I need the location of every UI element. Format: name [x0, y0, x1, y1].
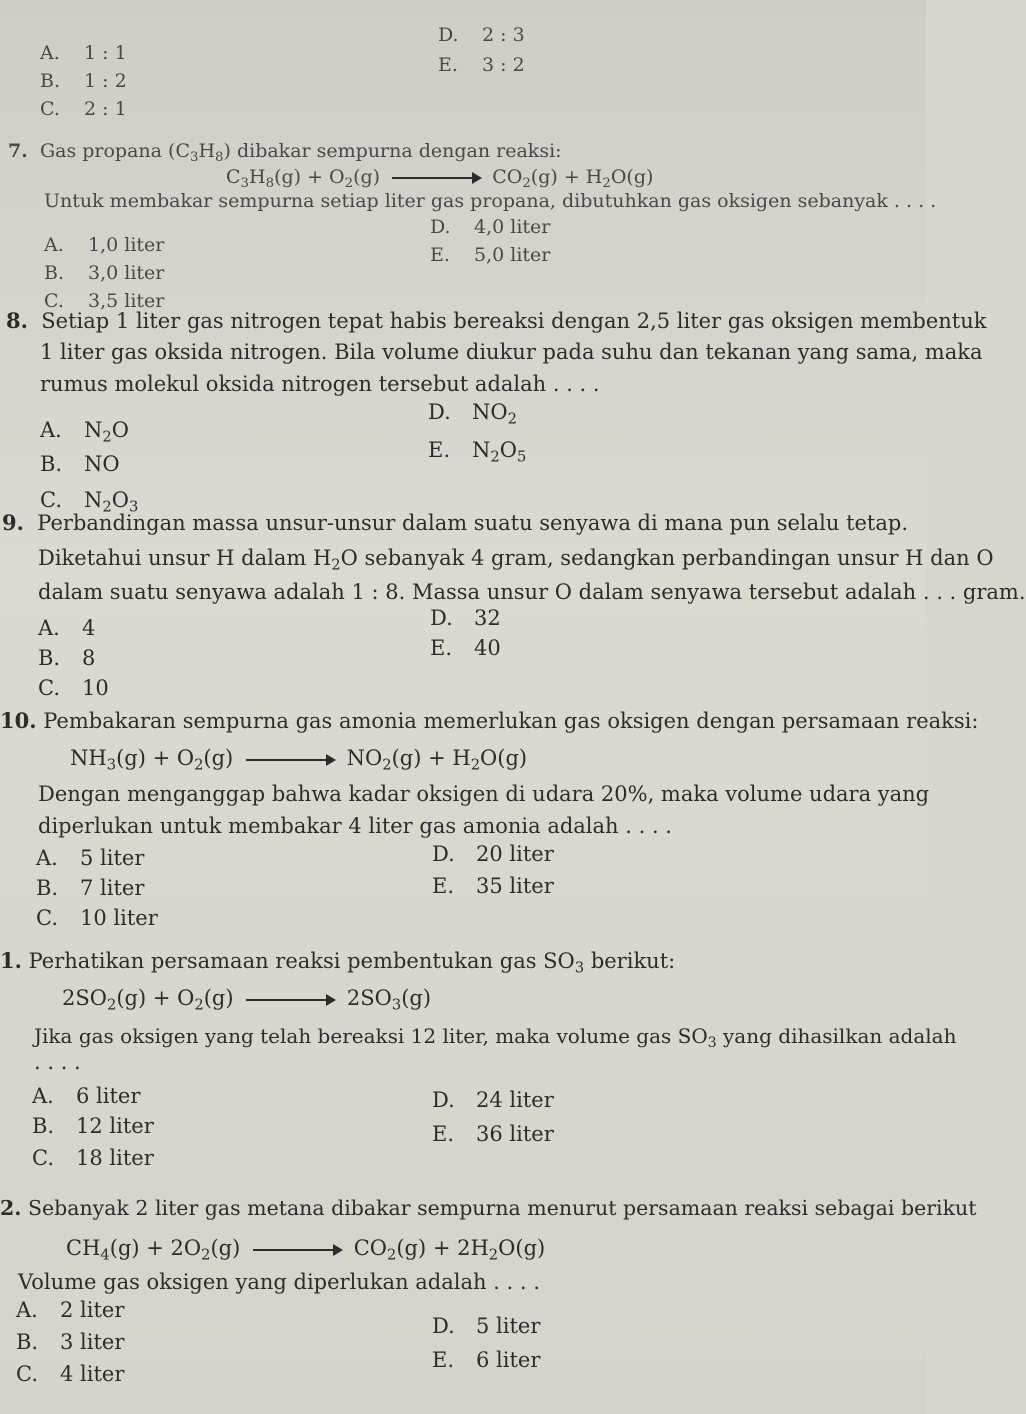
q8-option-a[interactable]: A. $N_2O$	[40, 418, 129, 446]
q8-stem-line2: 1 liter gas oksida nitrogen. Bila volume diukur pada suhu dan tekanan yang sama, maka	[40, 340, 983, 364]
q12-equation: $CH_4(g) + 2O_2(g) CO_2(g) + 2H_2O(g)$	[66, 1236, 546, 1264]
q8-option-c[interactable]: C. $N_2O_3$	[40, 488, 139, 516]
q10-stem-line1: 10. Pembakaran sempurna gas amonia memerlukan gas oksigen dengan persamaan reaksi:	[0, 708, 979, 733]
q6-option-c[interactable]: C. 2 : 1	[40, 98, 127, 120]
reaction-arrow-icon	[246, 999, 334, 1001]
q9-option-c[interactable]: C. 10	[38, 676, 109, 700]
q9-stem-line1: 9. Perbandingan massa unsur-unsur dalam suatu senyawa di mana pun selalu tetap.	[2, 510, 909, 535]
q12-stem-line1: 2. Sebanyak 2 liter gas metana dibakar sempurna menurut persamaan reaksi sebagai berikut	[0, 1196, 977, 1220]
reaction-arrow-icon	[392, 177, 480, 179]
q12-option-b[interactable]: B. 3 liter	[16, 1330, 125, 1354]
q9-option-a[interactable]: A. 4	[38, 616, 96, 640]
q7-option-a[interactable]: A. 1,0 liter	[44, 234, 165, 256]
q10-option-b[interactable]: B. 7 liter	[36, 876, 145, 900]
q11-option-c[interactable]: C. 18 liter	[32, 1146, 154, 1170]
q6-option-b[interactable]: B. 1 : 2	[40, 70, 127, 92]
q7-stem: 7. Gas propana $(C_3H_8)$ dibakar sempurna dengan reaksi:	[8, 140, 562, 165]
q8-option-b[interactable]: B. NO	[40, 452, 120, 476]
q11-stem-line3: . . . .	[34, 1050, 81, 1074]
q10-stem-line2: Dengan menganggap bahwa kadar oksigen di udara 20%, maka volume udara yang	[38, 782, 930, 806]
q8-stem-line3: rumus molekul oksida nitrogen tersebut adalah . . . .	[40, 372, 600, 396]
q10-option-e[interactable]: E. 35 liter	[432, 874, 554, 898]
q12-option-d[interactable]: D. 5 liter	[432, 1314, 541, 1338]
q10-equation: $NH_3(g) + O_2(g) NO_2(g) + H_2O(g)$	[70, 746, 528, 774]
q10-stem-line3: diperlukan untuk membakar 4 liter gas amonia adalah . . . .	[38, 814, 672, 838]
q7-option-e[interactable]: E. 5,0 liter	[430, 244, 551, 266]
q12-stem-line2: Volume gas oksigen yang diperlukan adalah . . . .	[18, 1270, 540, 1294]
q11-option-a[interactable]: A. 6 liter	[32, 1084, 141, 1108]
reaction-arrow-icon	[253, 1249, 341, 1251]
q7-option-d[interactable]: D. 4,0 liter	[430, 216, 551, 238]
q9-option-d[interactable]: D. 32	[430, 606, 501, 630]
q12-option-a[interactable]: A. 2 liter	[16, 1298, 125, 1322]
q11-equation: $2SO_2(g) + O_2(g)$ $2SO_3(g)$	[62, 986, 432, 1014]
q8-option-e[interactable]: E. $N_2O_5$	[428, 438, 527, 466]
q7-question-line: Untuk membakar sempurna setiap liter gas propana, dibutuhkan gas oksigen sebanyak . . . .	[44, 190, 937, 212]
q11-option-d[interactable]: D. 24 liter	[432, 1088, 554, 1112]
q6-option-e[interactable]: E. 3 : 2	[438, 54, 525, 76]
q9-option-b[interactable]: B. 8	[38, 646, 96, 670]
q9-option-e[interactable]: E. 40	[430, 636, 501, 660]
q10-option-a[interactable]: A. 5 liter	[36, 846, 145, 870]
q9-stem-line2: Diketahui unsur H dalam $H_2O$ sebanyak 4 gram, sedangkan perbandingan unsur H dan O	[38, 546, 994, 574]
q7-equation: $C_3H_8(g) + O_2(g) CO_2(g) + H_2O(g)$	[226, 166, 654, 191]
q8-stem-line1: 8. Setiap 1 liter gas nitrogen tepat habis bereaksi dengan 2,5 liter gas oksigen membentuk	[6, 308, 987, 333]
q7-option-c[interactable]: C. 3,5 liter	[44, 290, 165, 312]
q10-option-d[interactable]: D. 20 liter	[432, 842, 554, 866]
reaction-arrow-icon	[246, 759, 334, 761]
q11-stem-line1: 1. Perhatikan persamaan reaksi pembentukan gas $SO_3$ berikut:	[0, 948, 676, 977]
q7-option-b[interactable]: B. 3,0 liter	[44, 262, 165, 284]
q6-option-d[interactable]: D. 2 : 3	[438, 24, 525, 46]
q12-option-c[interactable]: C. 4 liter	[16, 1362, 125, 1386]
q11-option-e[interactable]: E. 36 liter	[432, 1122, 554, 1146]
q12-option-e[interactable]: E. 6 liter	[432, 1348, 541, 1372]
q9-stem-line3: dalam suatu senyawa adalah 1 : 8. Massa unsur O dalam senyawa tersebut adalah . . . gram.	[38, 580, 1026, 604]
q6-option-a[interactable]: A. 1 : 1	[40, 42, 127, 64]
q11-stem-line2: Jika gas oksigen yang telah bereaksi 12 liter, maka volume gas $SO_3$ yang dihasilkan adalah	[34, 1024, 957, 1052]
q10-option-c[interactable]: C. 10 liter	[36, 906, 158, 930]
q11-option-b[interactable]: B. 12 liter	[32, 1114, 154, 1138]
q8-option-d[interactable]: D. $NO_2$	[428, 400, 517, 428]
